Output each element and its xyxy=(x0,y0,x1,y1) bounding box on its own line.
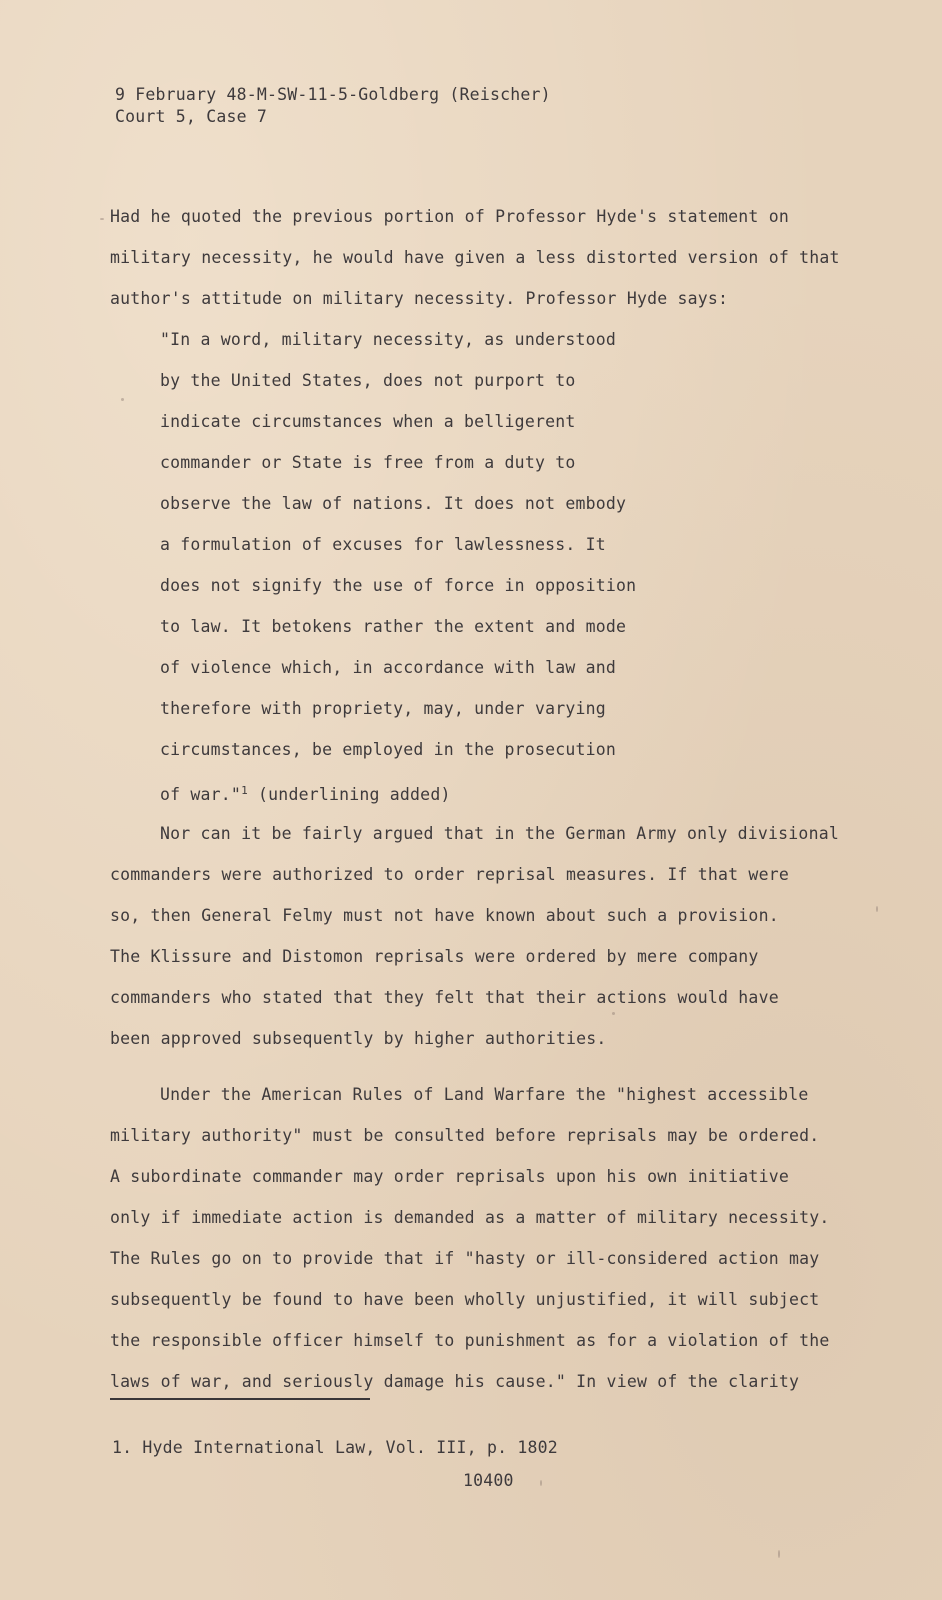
quote-line: commander or State is free from a duty to xyxy=(160,453,576,472)
quote-line: "In a word, military necessity, as understood xyxy=(160,330,617,349)
quote-line: indicate circumstances when a belligerent xyxy=(160,412,576,431)
paper-speck xyxy=(876,906,878,912)
quote-line: a formulation of excuses for lawlessness. It xyxy=(160,535,606,554)
footnote-separator xyxy=(110,1398,370,1400)
body-line: only if immediate action is demanded as a matter of military necessity. xyxy=(110,1208,830,1227)
paper-speck xyxy=(540,1480,542,1486)
quote-line: circumstances, be employed in the prosecution xyxy=(160,740,617,759)
footnote-marker: 1 xyxy=(241,784,248,797)
body-line: author's attitude on military necessity. Professor Hyde says: xyxy=(110,289,729,308)
quote-line: does not signify the use of force in opposition xyxy=(160,576,637,595)
body-line: A subordinate commander may order reprisals upon his own initiative xyxy=(110,1167,789,1186)
body-line: laws of war, and seriously damage his cause." In view of the clarity xyxy=(110,1372,800,1391)
quote-annotation: (underlining added) xyxy=(247,785,451,804)
body-line: Had he quoted the previous portion of Professor Hyde's statement on xyxy=(110,207,789,226)
quote-line: therefore with propriety, may, under varying xyxy=(160,699,606,718)
paper-speck xyxy=(778,1550,780,1558)
body-line: commanders were authorized to order reprisal measures. If that were xyxy=(110,865,789,884)
body-line: Nor can it be fairly argued that in the German Army only divisional xyxy=(160,824,839,843)
paper-speck xyxy=(612,1012,615,1015)
quote-line: of violence which, in accordance with law and xyxy=(160,658,617,677)
header-court-line: Court 5, Case 7 xyxy=(115,107,268,126)
body-line: military necessity, he would have given a less distorted version of that xyxy=(110,248,840,267)
page-number: 10400 xyxy=(463,1471,514,1490)
paper-speck xyxy=(100,218,104,220)
document-header xyxy=(115,84,551,128)
body-line: The Klissure and Distomon reprisals were ordered by mere company xyxy=(110,947,759,966)
paper-speck xyxy=(121,398,124,401)
body-line: Under the American Rules of Land Warfare the "highest accessible xyxy=(160,1085,809,1104)
body-line: the responsible officer himself to punishment as for a violation of the xyxy=(110,1331,830,1350)
body-line: subsequently be found to have been wholly unjustified, it will subject xyxy=(110,1290,820,1309)
body-line: been approved subsequently by higher authorities. xyxy=(110,1029,607,1048)
body-line: The Rules go on to provide that if "hasty or ill-considered action may xyxy=(110,1249,820,1268)
quote-ending: of war." xyxy=(160,785,242,804)
quote-last-line xyxy=(160,781,451,805)
header-date-line: 9 February 48-M-SW-11-5-Goldberg (Reischer) xyxy=(115,85,551,104)
quote-line: observe the law of nations. It does not embody xyxy=(160,494,627,513)
body-line: so, then General Felmy must not have known about such a provision. xyxy=(110,906,779,925)
body-line: commanders who stated that they felt that their actions would have xyxy=(110,988,779,1007)
body-line: military authority" must be consulted before reprisals may be ordered. xyxy=(110,1126,820,1145)
footnote-text: 1. Hyde International Law, Vol. III, p. 1802 xyxy=(112,1438,558,1457)
quote-line: by the United States, does not purport to xyxy=(160,371,576,390)
quote-line: to law. It betokens rather the extent and mode xyxy=(160,617,627,636)
